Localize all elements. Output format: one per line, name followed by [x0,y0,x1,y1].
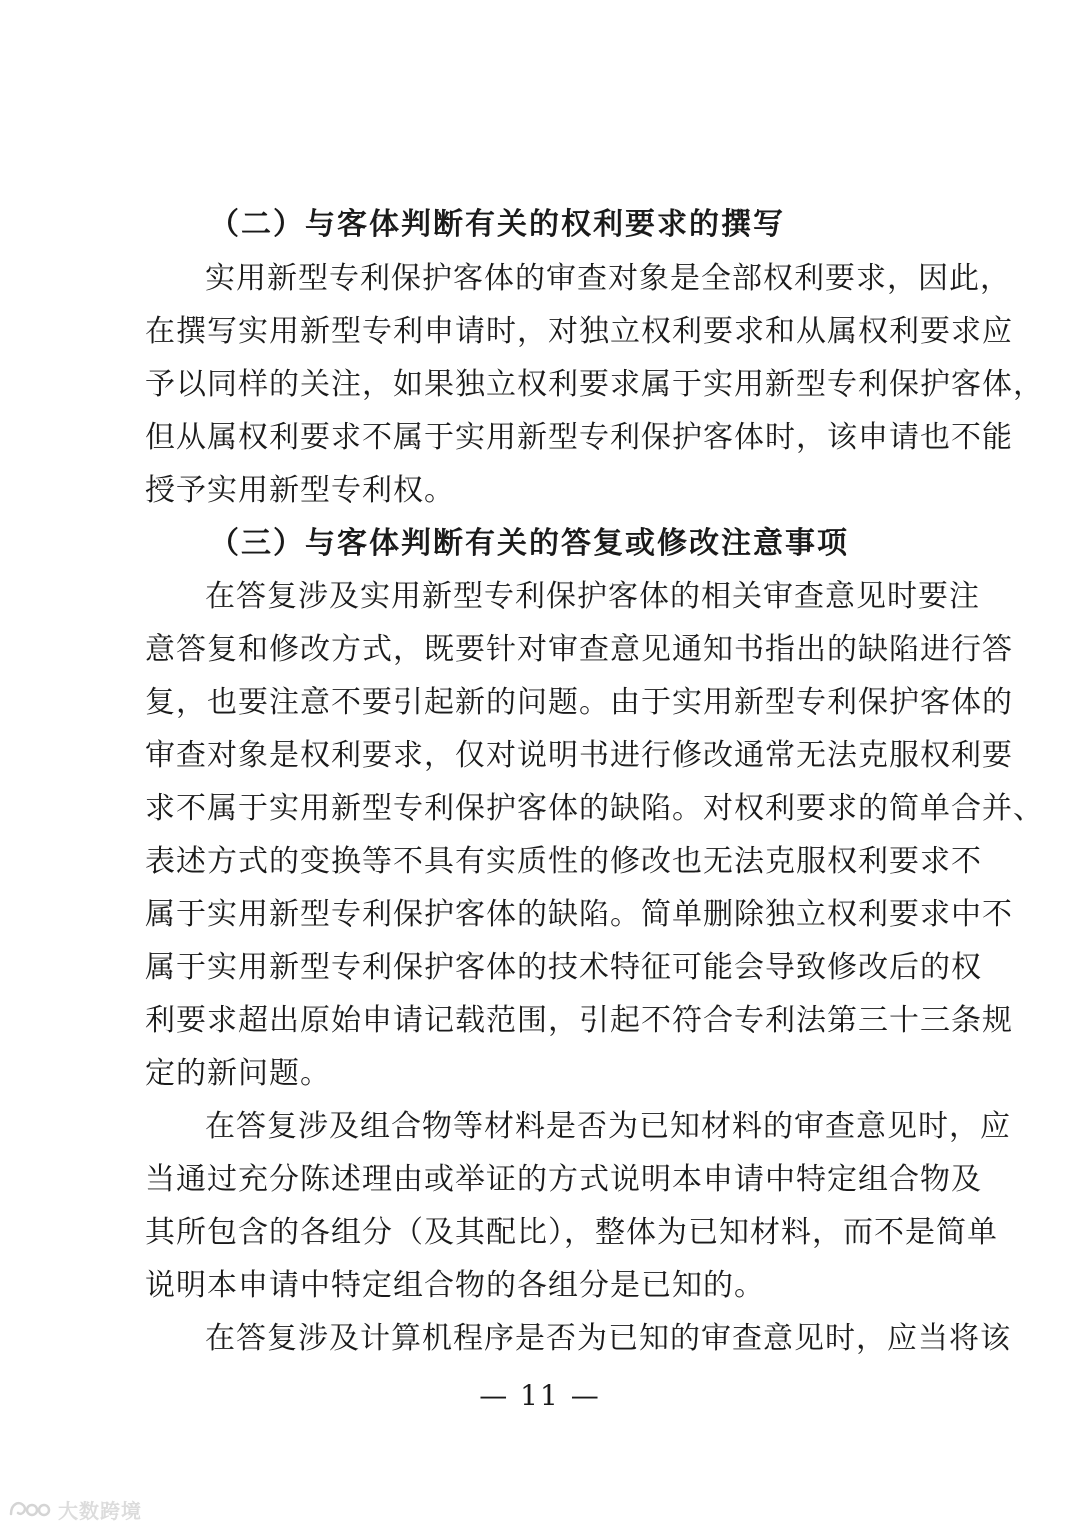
section-heading-2: （二）与客体判断有关的权利要求的撰写 [209,207,785,242]
brand-logo-icon [8,1496,52,1522]
paragraph-line: 属于实用新型专利保护客体的技术特征可能会导致修改后的权 [145,950,982,985]
watermark [8,1494,142,1524]
paragraph-line: 属于实用新型专利保护客体的缺陷。简单删除独立权利要求中不 [145,897,1013,932]
watermark-text: 大数跨境 [58,1498,142,1523]
paragraph-line: 予以同样的关注，如果独立权利要求属于实用新型专利保护客体， [145,367,1044,402]
paragraph-line: 求不属于实用新型专利保护客体的缺陷。对权利要求的简单合并、 [145,791,1044,826]
paragraph-line: 在答复涉及计算机程序是否为已知的审查意见时，应当将该 [205,1321,1011,1356]
paragraph-line: 复，也要注意不要引起新的问题。由于实用新型专利保护客体的 [145,685,1013,720]
page-number: — 11 — [479,1379,601,1412]
paragraph-line: 在答复涉及组合物等材料是否为已知材料的审查意见时，应 [205,1109,1011,1144]
paragraph-line: 当通过充分陈述理由或举证的方式说明本申请中特定组合物及 [145,1162,982,1197]
paragraph-line: 意答复和修改方式，既要针对审查意见通知书指出的缺陷进行答 [145,632,1013,667]
paragraph-line: 表述方式的变换等不具有实质性的修改也无法克服权利要求不 [145,844,982,879]
paragraph-line: 但从属权利要求不属于实用新型专利保护客体时，该申请也不能 [145,420,1013,455]
paragraph-line: 授予实用新型专利权。 [145,473,455,508]
paragraph-line: 在撰写实用新型专利申请时，对独立权利要求和从属权利要求应 [145,314,1013,349]
paragraph-line: 审查对象是权利要求，仅对说明书进行修改通常无法克服权利要 [145,738,1013,773]
paragraph-line: 定的新问题。 [145,1056,331,1091]
paragraph-line: 利要求超出原始申请记载范围，引起不符合专利法第三十三条规 [145,1003,1013,1038]
paragraph-line: 实用新型专利保护客体的审查对象是全部权利要求，因此， [205,261,1011,296]
section-heading-3: （三）与客体判断有关的答复或修改注意事项 [209,526,849,561]
paragraph-line: 在答复涉及实用新型专利保护客体的相关审查意见时要注 [205,579,980,614]
paragraph-line: 其所包含的各组分（及其配比），整体为已知材料，而不是简单 [145,1215,998,1250]
paragraph-line: 说明本申请中特定组合物的各组分是已知的。 [145,1268,765,1303]
